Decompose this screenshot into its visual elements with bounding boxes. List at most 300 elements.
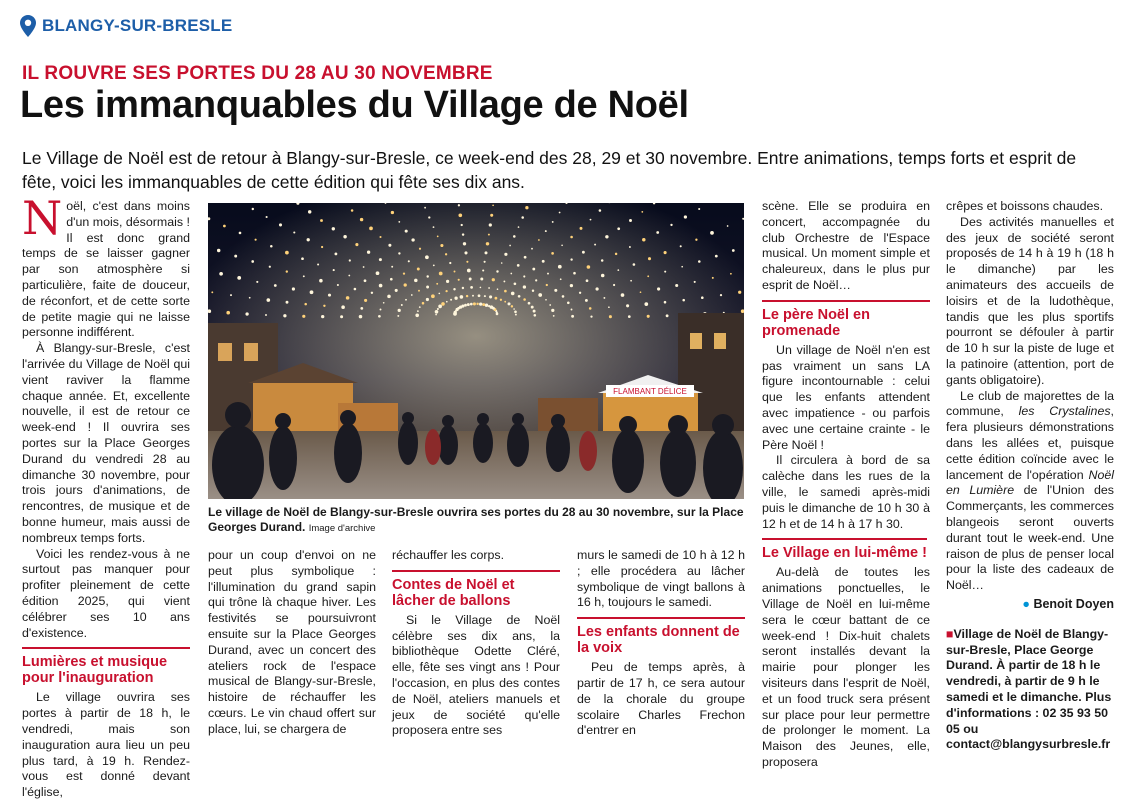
light-bulb (509, 245, 511, 247)
light-bulb (489, 295, 492, 298)
light-bulb (535, 279, 537, 281)
location-label: BLANGY-SUR-BRESLE (42, 16, 232, 36)
light-bulb (523, 275, 525, 277)
paragraph (22, 199, 190, 341)
light-bulb (489, 223, 492, 226)
light-bulb (484, 261, 486, 263)
light-bulb (488, 234, 490, 236)
caption-text: Le village de Noël de Blangy-sur-Bresle ouvrira ses portes du 28 au 30 novembre, sur la Place Georges Durand. (208, 505, 744, 534)
light-bulb (521, 216, 524, 219)
light-bulb (437, 308, 439, 310)
paragraph: crêpes et boissons chaudes. (946, 199, 1114, 215)
column-4 (577, 548, 745, 739)
paragraph-text: oël, c'est dans moins d'un mois, désormais ! Il est donc grand temps de se laisser gagner par son atmosphère si particulière, faite de douceur, de réconfort, et de cette sorte de petite magie qui ne laisse personne indifférent. (22, 199, 190, 339)
light-bulb (292, 287, 295, 290)
light-bulb (633, 263, 636, 266)
light-bulb (467, 269, 471, 273)
light-bulb (395, 289, 398, 292)
paragraph: Le village ouvrira ses portes à partir de 18 h, le vendredi, mais son inauguration aura lieu un peu plus tard, à 19 h. Rendez-vous est donné devant l'église, (22, 690, 190, 801)
light-bulb (580, 227, 583, 230)
light-bulb (256, 281, 258, 283)
light-bulb (551, 309, 554, 312)
light-bulb (503, 280, 505, 282)
light-bulb (293, 231, 295, 233)
light-bulb (523, 298, 526, 301)
light-bulb (727, 225, 729, 227)
light-bulb (301, 257, 304, 260)
light-bulb (640, 291, 642, 293)
light-bulb (694, 281, 696, 283)
light-bulb (460, 295, 464, 299)
light-bulb (458, 213, 462, 217)
club-name: les Crystalines (1019, 404, 1111, 418)
light-bulb (285, 251, 289, 255)
light-bulb (363, 266, 365, 268)
light-bulb (641, 211, 643, 213)
light-bulb (666, 314, 669, 317)
light-bulb (681, 266, 683, 268)
light-bulb (401, 304, 403, 306)
light-bulb (369, 227, 373, 231)
light-bulb (398, 252, 400, 254)
light-bulb (492, 204, 494, 206)
light-bulb (559, 212, 561, 214)
christmas-market-image (208, 203, 744, 499)
light-bulb (615, 253, 617, 255)
map-pin-icon (20, 15, 36, 37)
light-bulb (252, 208, 254, 210)
light-bulb (425, 255, 429, 259)
light-bulb (466, 261, 468, 263)
light-bulb (698, 208, 700, 210)
village-photo (208, 203, 744, 499)
light-bulb (446, 301, 448, 303)
light-bulb (480, 287, 482, 289)
light-bulb (501, 262, 503, 264)
light-bulb (538, 239, 540, 241)
light-bulb (680, 245, 682, 247)
light-bulb (585, 299, 588, 302)
light-bulb (435, 310, 439, 314)
light-bulb (642, 238, 645, 241)
light-bulb (553, 315, 555, 317)
light-bulb (415, 314, 419, 318)
light-bulb (484, 295, 486, 297)
light-bulb (514, 282, 517, 285)
light-bulb (488, 305, 490, 307)
light-bulb (245, 312, 248, 315)
author-name: Benoit Doyen (1033, 597, 1114, 611)
photo-caption (208, 505, 744, 536)
light-bulb (270, 245, 273, 248)
light-bulb (531, 306, 534, 309)
light-bulb (664, 301, 667, 304)
light-bulb (405, 230, 408, 233)
drop-cap: N (22, 200, 62, 236)
light-bulb (341, 305, 345, 309)
light-bulb (217, 249, 220, 252)
light-bulb (486, 242, 489, 245)
light-bulb (629, 219, 632, 222)
light-bulb (701, 296, 704, 299)
light-bulb (712, 277, 714, 279)
light-bulb (628, 315, 631, 318)
light-bulb (462, 287, 464, 289)
light-bulb (601, 274, 605, 278)
light-bulb (495, 297, 498, 300)
light-bulb (472, 295, 474, 297)
light-bulb (656, 231, 659, 234)
column-1 (22, 199, 190, 801)
light-bulb (523, 285, 526, 288)
light-bulb (391, 211, 394, 214)
paragraph: Voici les rendez-vous à ne surtout pas manquer pour profiter pleinement de cette édition 2025, qui vient célébrer ses 10 ans d'existence. (22, 547, 190, 642)
light-bulb (419, 248, 421, 250)
light-bulb (453, 312, 457, 316)
light-bulb (317, 263, 319, 265)
light-bulb (594, 244, 596, 246)
light-bulb (397, 315, 399, 317)
light-bulb (482, 303, 485, 306)
light-bulb (340, 315, 343, 318)
light-bulb (684, 215, 687, 218)
light-bulb (267, 298, 271, 302)
light-bulb (601, 259, 604, 262)
light-bulb (479, 302, 482, 305)
light-bulb (648, 257, 651, 260)
light-bulb (476, 303, 478, 305)
light-bulb (428, 216, 430, 218)
practical-info (946, 627, 1114, 753)
light-bulb (431, 294, 435, 298)
light-bulb (531, 248, 533, 250)
light-bulb (211, 291, 213, 293)
light-bulb (351, 209, 354, 212)
light-bulb (379, 236, 381, 238)
light-bulb (461, 224, 463, 226)
light-bulb (437, 236, 439, 238)
light-bulb (562, 295, 565, 298)
light-bulb (310, 290, 314, 294)
light-bulb (249, 297, 251, 299)
light-bulb (360, 307, 363, 310)
light-bulb (534, 314, 537, 317)
light-bulb (549, 304, 551, 306)
light-bulb (545, 230, 547, 232)
light-bulb (589, 307, 592, 310)
light-bulb (518, 226, 520, 228)
info-text: Village de Noël de Blangy-sur-Bresle, Place George Durand. À partir de 18 h le vendredi, à partir de 9 h le samedi et le dimanche. Plus d'informations : 02 35 93 50 05 ou contact@blangysurbresle.fr (946, 627, 1111, 752)
light-bulb (644, 302, 648, 306)
light-bulb (482, 269, 484, 271)
light-bulb (308, 210, 311, 213)
light-bulb (426, 286, 429, 289)
light-bulb (304, 303, 307, 306)
light-bulb (710, 231, 714, 235)
light-bulb (251, 260, 254, 263)
text-run: de l'Union des Commerçants, les commerces blangeois seront ouverts durant tout le week-end. Une raison de plus de penser local pour la liste des cadeaux de Noël… (946, 483, 1114, 592)
light-bulb (480, 278, 483, 281)
light-bulb (542, 260, 545, 263)
light-bulb (364, 299, 367, 302)
light-bulb (720, 294, 722, 296)
light-bulb (609, 315, 612, 318)
light-bulb (485, 304, 488, 307)
light-bulb (426, 275, 428, 277)
light-bulb (269, 266, 271, 268)
light-bulb (518, 295, 521, 298)
light-bulb (490, 214, 493, 217)
light-bulb (454, 297, 457, 300)
light-bulb (698, 260, 701, 263)
bullet-icon: ● (1022, 597, 1030, 611)
light-bulb (383, 302, 385, 304)
light-bulb (504, 290, 507, 293)
light-bulb (517, 264, 520, 267)
light-bulb (332, 227, 335, 230)
light-bulb (560, 278, 562, 280)
light-bulb (411, 238, 414, 241)
light-bulb (561, 245, 563, 247)
paragraph: Peu de temps après, à partir de 17 h, ce sera autour de la chorale du groupe scolaire Charles Frechon d'entrer en (577, 660, 745, 739)
light-bulb (255, 239, 257, 241)
light-bulb (404, 283, 407, 286)
light-bulb (419, 306, 421, 308)
paragraph: Si le Village de Noël célèbre ses dix ans, la bibliothèque Odette Cléré, elle, fête ses vingt ans ! Pour l'occasion, en plus des contes de Noël, ateliers manuels et jeux de société qu'elle proposera entre ses (392, 613, 560, 739)
light-bulb (359, 315, 363, 319)
light-bulb (586, 279, 589, 282)
light-bulb (715, 255, 718, 258)
light-bulb (470, 303, 473, 306)
light-bulb (464, 251, 467, 254)
light-bulb (573, 272, 576, 275)
paragraph: Il circulera à bord de sa calèche dans les rues de la ville, le samedi après-midi puis le dimanche de 10 h 30 à 12 h et de 14 h à 17 h 30. (762, 453, 930, 532)
light-bulb (438, 305, 442, 309)
light-bulb (454, 271, 456, 273)
paragraph: Un village de Noël n'en est pas vraiment un sans LA figure incontournable : celui que les enfants attendent avec impatience - ou parfois avec une certaine crainte - le Père Noël ! (762, 343, 930, 454)
light-bulb (657, 287, 660, 290)
light-bulb (511, 292, 515, 296)
light-bulb (226, 311, 230, 315)
paragraph: Des activités manuelles et des jeux de société seront proposés de 14 h à 19 h (18 h le dimanche) par les animateurs des accueils de loisirs et de la ludothèque, tandis que les plus sportifs pourront se défouler à partir de 10 h sur la piste de luge et la patinoire (attention, port de gants obligatoire). (946, 215, 1114, 389)
light-bulb (599, 209, 602, 212)
light-bulb (579, 292, 581, 294)
light-bulb (433, 226, 435, 228)
light-bulb (570, 284, 573, 287)
light-bulb (355, 243, 358, 246)
light-bulb (367, 251, 370, 254)
subheading: Le Village en lui-même ! (762, 538, 927, 561)
light-bulb (439, 272, 443, 276)
light-bulb (613, 284, 615, 286)
light-bulb (515, 314, 517, 316)
light-bulb (411, 294, 413, 296)
light-bulb (464, 304, 467, 307)
square-bullet-icon: ■ (946, 627, 953, 641)
light-bulb (496, 270, 498, 272)
light-bulb (567, 302, 570, 305)
light-bulb (552, 221, 554, 223)
light-bulb (398, 309, 401, 312)
light-bulb (605, 235, 608, 238)
light-bulb (492, 278, 495, 281)
light-bulb (436, 283, 438, 285)
light-bulb (533, 310, 536, 313)
light-bulb (500, 299, 502, 301)
light-bulb (417, 310, 419, 312)
light-bulb (738, 291, 741, 294)
light-bulb (237, 276, 241, 280)
light-bulb (360, 218, 363, 221)
light-bulb (414, 279, 418, 283)
headline: Les immanquables du Village de Noël (20, 84, 689, 127)
light-bulb (380, 309, 382, 311)
light-bulb (621, 293, 625, 297)
light-bulb (570, 236, 573, 239)
light-bulb (467, 303, 470, 306)
light-bulb (286, 301, 289, 304)
light-bulb (234, 255, 237, 258)
light-bulb (513, 235, 516, 238)
light-bulb (458, 279, 460, 281)
lead-paragraph: Le Village de Noël est de retour à Blangy-sur-Bresle, ce week-end des 28, 29 et 30 novembre. Entre animations, temps forts et esprit de fête, voici les immanquables de cette édition qui fête ses dix ans. (22, 146, 1112, 194)
light-bulb (426, 298, 429, 301)
light-bulb (538, 293, 542, 297)
light-bulb (571, 309, 573, 311)
light-bulb (473, 302, 476, 305)
light-bulb (528, 302, 531, 305)
light-bulb (418, 290, 420, 292)
light-bulb (328, 294, 331, 297)
light-bulb (508, 302, 511, 305)
column-6 (946, 199, 1114, 753)
light-bulb (466, 295, 468, 297)
light-bulb (445, 253, 447, 255)
light-bulb (551, 252, 554, 255)
light-bulb (504, 301, 506, 303)
light-bulb (546, 284, 548, 286)
light-bulb (333, 269, 335, 271)
light-bulb (458, 204, 460, 206)
subheading: Contes de Noël et lâcher de ballons (392, 570, 560, 609)
light-bulb (587, 265, 591, 269)
light-bulb (321, 315, 324, 318)
light-bulb (349, 259, 351, 261)
light-bulb (440, 244, 443, 247)
paragraph: murs le samedi de 10 h à 12 h ; elle procédera au lâcher symbolique de vingt ballons à 16 h, toujours le samedi. (577, 548, 745, 611)
light-bulb (223, 225, 226, 228)
light-bulb (219, 272, 223, 276)
flambant-delice-sign: FLAMBANT DÉLICE (613, 387, 687, 396)
light-bulb (504, 253, 507, 256)
light-bulb (441, 302, 445, 306)
subheading: Lumières et musique pour l'inauguration (22, 647, 190, 686)
light-bulb (590, 219, 592, 221)
light-bulb (379, 258, 382, 261)
light-bulb (433, 264, 435, 266)
column-2 (208, 548, 376, 738)
light-bulb (286, 270, 288, 272)
light-bulb (435, 314, 437, 316)
light-bulb (274, 284, 277, 287)
light-bulb (469, 278, 472, 281)
light-bulb (449, 262, 451, 264)
light-bulb (647, 315, 650, 318)
light-bulb (617, 227, 620, 230)
light-bulb (265, 314, 267, 316)
text-run: Le club de majorettes de la commune, (946, 389, 1114, 419)
light-bulb (513, 308, 515, 310)
light-bulb (387, 295, 391, 299)
light-bulb (514, 310, 517, 313)
light-bulb (730, 273, 732, 275)
light-bulb (405, 299, 407, 301)
light-bulb (398, 221, 400, 223)
light-bulb (545, 299, 547, 301)
light-bulb (378, 315, 381, 318)
light-bulb (230, 294, 232, 296)
light-bulb (371, 292, 373, 294)
light-bulb (346, 296, 350, 300)
light-bulb (670, 224, 672, 226)
subheading: Le père Noël en promenade (762, 300, 930, 339)
light-bulb (524, 256, 527, 259)
light-bulb (453, 288, 455, 290)
light-bulb (417, 268, 420, 271)
author-byline (946, 597, 1114, 613)
light-bulb (379, 284, 383, 288)
paragraph: scène. Elle se produira en concert, accompagnée du club Orchestre de l'Espace musical. Un moment simple et chaleureux, dans le plus pur esprit de Noël… (762, 199, 930, 294)
operation-name: Noël en Lumière (946, 468, 1114, 498)
light-bulb (337, 284, 339, 286)
light-bulb (732, 249, 735, 252)
light-bulb (497, 288, 499, 290)
light-bulb (403, 272, 405, 274)
light-bulb (335, 253, 338, 256)
light-bulb (364, 279, 367, 282)
paragraph: Au-delà de toutes les animations ponctuelles, le Village de Noël en lui-même sera le cœur battant de ce week-end ! Dix-huit chalets seront installés devant la mairie pour plonger les visiteurs dans l'esprit de Noël, et un food truck sera présent sur place pour leur permettre de prolonger le moment. La Maison des Jeunes, elle, proposera (762, 565, 930, 770)
light-bulb (478, 294, 481, 297)
light-bulb (571, 315, 574, 318)
light-bulb (511, 305, 513, 307)
photo-credit: Image d'archive (309, 523, 376, 534)
light-bulb (675, 284, 678, 287)
light-bulb (424, 207, 426, 209)
kicker: IL ROUVRE SES PORTES DU 28 AU 30 NOVEMBRE (22, 63, 493, 85)
light-bulb (348, 275, 350, 277)
light-bulb (485, 251, 488, 254)
light-bulb (695, 239, 697, 241)
light-bulb (596, 287, 599, 290)
light-bulb (603, 297, 605, 299)
light-bulb (303, 275, 305, 277)
paragraph (946, 389, 1114, 594)
light-bulb (450, 299, 452, 301)
light-bulb (391, 266, 393, 268)
light-bulb (408, 260, 410, 262)
location-header (20, 15, 232, 37)
light-bulb (445, 290, 447, 292)
light-bulb (462, 233, 464, 235)
light-bulb (390, 278, 393, 281)
light-bulb (354, 288, 357, 291)
light-bulb (470, 286, 473, 289)
light-bulb (488, 287, 490, 289)
paragraph: À Blangy-sur-Bresle, c'est l'arrivée du Village de Noël qui vient raviver la flamme chaque année. Et, excellente nouvelle, il est de retour ce week-end ! Il ouvrira ses portes sur la Place Georges Durand du vendredi 28 au dimanche 30 novembre, pour trois jours d'animations, de rencontres, de musique et de bonne humeur, mais aussi de nombreux temps forts. (22, 341, 190, 546)
light-bulb (239, 232, 242, 235)
column-5 (762, 199, 930, 771)
light-bulb (532, 289, 534, 291)
